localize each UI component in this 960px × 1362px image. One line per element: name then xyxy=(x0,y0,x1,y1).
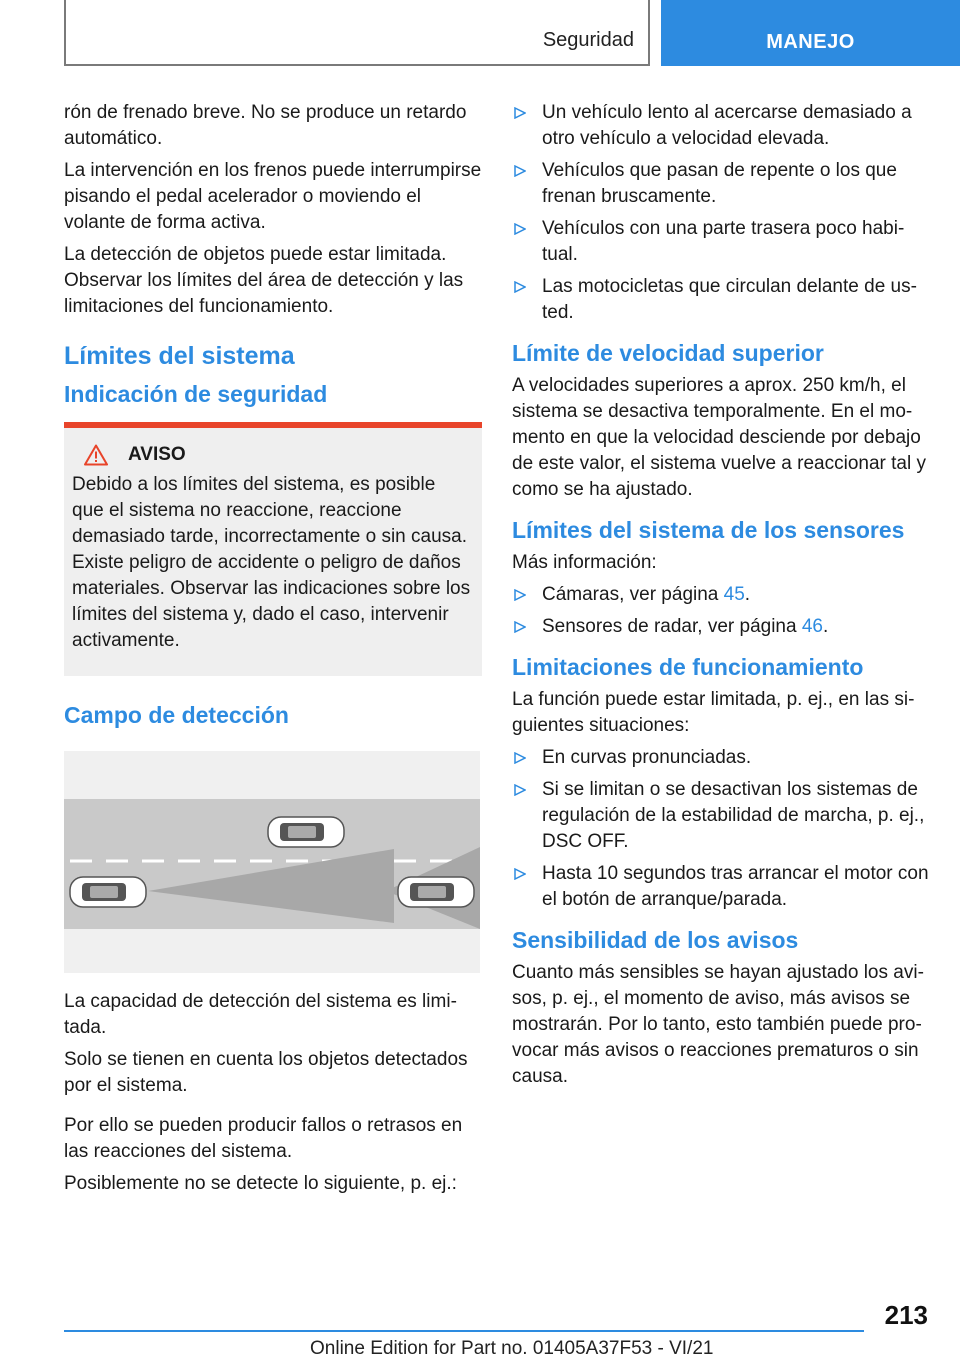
car-front-icon xyxy=(398,877,474,907)
triangle-right-bullet-icon xyxy=(514,752,526,764)
page-number: 213 xyxy=(884,1300,928,1330)
list-item xyxy=(512,745,930,771)
heading-speed-limit: Límite de velocidad superior xyxy=(512,340,824,366)
warning-title: AVISO xyxy=(128,444,186,465)
list-item xyxy=(512,216,930,268)
warning-triangle-icon xyxy=(84,444,108,466)
list-item xyxy=(512,100,930,152)
paragraph: Por ello se pueden producir fallos o retrasos en las reacciones del sistema. xyxy=(64,1115,463,1162)
sensor-links-list xyxy=(512,582,930,640)
header-chapter-tab[interactable] xyxy=(661,0,960,66)
undetected-objects-list xyxy=(512,100,930,326)
header-chapter-label: MANEJO xyxy=(766,31,855,53)
list-item-text: En curvas pronunciadas. xyxy=(542,747,752,768)
list-item-text: Vehículos que pasan de repente o los que frenan bruscamente. xyxy=(542,160,897,207)
list-item-text: Sensores de radar, ver página xyxy=(542,616,802,637)
edition-note: Online Edition for Part no. 01405A37F53 - VI/21 xyxy=(310,1338,714,1359)
paragraph: A velocidades superiores a aprox. 250 km/h, el sistema se desactiva temporalmente. En el momento en que la velocidad desciende por debajo de este valor, el sistema vuelve a reaccionar tal y como se ha ajustado. xyxy=(512,375,926,500)
triangle-right-bullet-icon xyxy=(514,868,526,880)
paragraph: Más información: xyxy=(512,552,657,573)
triangle-right-bullet-icon xyxy=(514,784,526,796)
detection-field-illustration xyxy=(64,751,480,973)
paragraph: La capacidad de detección del sistema es limitada. xyxy=(64,991,457,1038)
header-section-box xyxy=(64,0,650,66)
right-column xyxy=(512,100,930,1096)
list-item xyxy=(512,274,930,326)
car-ahead-icon xyxy=(268,817,344,847)
punctuation: . xyxy=(744,584,751,605)
paragraph: La detección de objetos puede estar limitada. Observar los límites del área de detección y las limitaciones del funcionamiento. xyxy=(64,244,464,317)
warning-text: Debido a los límites del sistema, es posible que el sistema no reaccione, reaccione demasiado tarde, incorrectamente o sin causa. Existe peligro de accidente o peligro de daños materiales. Observar las indicaciones sobre los límites del sistema y, dado el caso, intervenir activamente. xyxy=(72,474,471,651)
punctuation: . xyxy=(822,616,829,637)
heading-system-limits: Límites del sistema xyxy=(64,342,295,370)
own-car-icon xyxy=(70,877,146,907)
footer-divider xyxy=(64,1330,864,1332)
list-item xyxy=(512,582,930,608)
paragraph: Posiblemente no se detecte lo siguiente, p. ej.: xyxy=(64,1173,457,1194)
page-link-cameras[interactable]: 45 xyxy=(723,584,745,605)
paragraph: La intervención en los frenos puede interrumpirse pisando el pedal acelerador o moviendo el volante de forma activa. xyxy=(64,160,482,233)
list-item-text: Si se limitan o se desactivan los sistemas de regulación de la estabilidad de marcha, p. ej., DSC OFF. xyxy=(542,779,925,852)
triangle-right-bullet-icon xyxy=(514,589,526,601)
list-item-text: Las motocicletas que circulan delante de usted. xyxy=(542,276,917,323)
page-link-radar[interactable]: 46 xyxy=(801,616,823,637)
list-item-text: Hasta 10 segundos tras arrancar el motor con el botón de arranque/parada. xyxy=(542,863,929,910)
heading-warning-sensitivity: Sensibilidad de los avisos xyxy=(512,927,799,953)
paragraph: Cuanto más sensibles se hayan ajustado los avisos, p. ej., el momento de aviso, más avisos se mostrarán. Por lo tanto, esto también puede provocar más avisos o reacciones prematuros o sin causa. xyxy=(512,962,924,1087)
triangle-right-bullet-icon xyxy=(514,223,526,235)
warning-box xyxy=(64,422,482,676)
left-column xyxy=(64,100,482,1203)
list-item-text: Cámaras, ver página xyxy=(542,584,724,605)
paragraph: La función puede estar limitada, p. ej., en las siguientes situaciones: xyxy=(512,689,915,736)
heading-safety-note: Indicación de seguridad xyxy=(64,381,328,407)
list-item xyxy=(512,861,930,913)
heading-function-limits: Limitaciones de funcionamiento xyxy=(512,654,864,680)
triangle-right-bullet-icon xyxy=(514,621,526,633)
triangle-right-bullet-icon xyxy=(514,107,526,119)
header-section-title: Seguridad xyxy=(542,29,634,51)
list-item xyxy=(512,614,930,640)
paragraph: Solo se tienen en cuenta los objetos detectados por el sistema. xyxy=(64,1049,468,1096)
function-limits-list xyxy=(512,745,930,913)
heading-detection-field: Campo de detección xyxy=(64,702,289,728)
list-item-text: Vehículos con una parte trasera poco habitual. xyxy=(542,218,905,265)
list-item xyxy=(512,158,930,210)
triangle-right-bullet-icon xyxy=(514,165,526,177)
list-item xyxy=(512,777,930,855)
triangle-right-bullet-icon xyxy=(514,281,526,293)
paragraph: rón de frenado breve. No se produce un retardo automático. xyxy=(64,102,467,149)
list-item-text: Un vehículo lento al acercarse demasiado a otro vehículo a velocidad elevada. xyxy=(542,102,912,149)
heading-sensor-limits: Límites del sistema de los sensores xyxy=(512,517,905,543)
